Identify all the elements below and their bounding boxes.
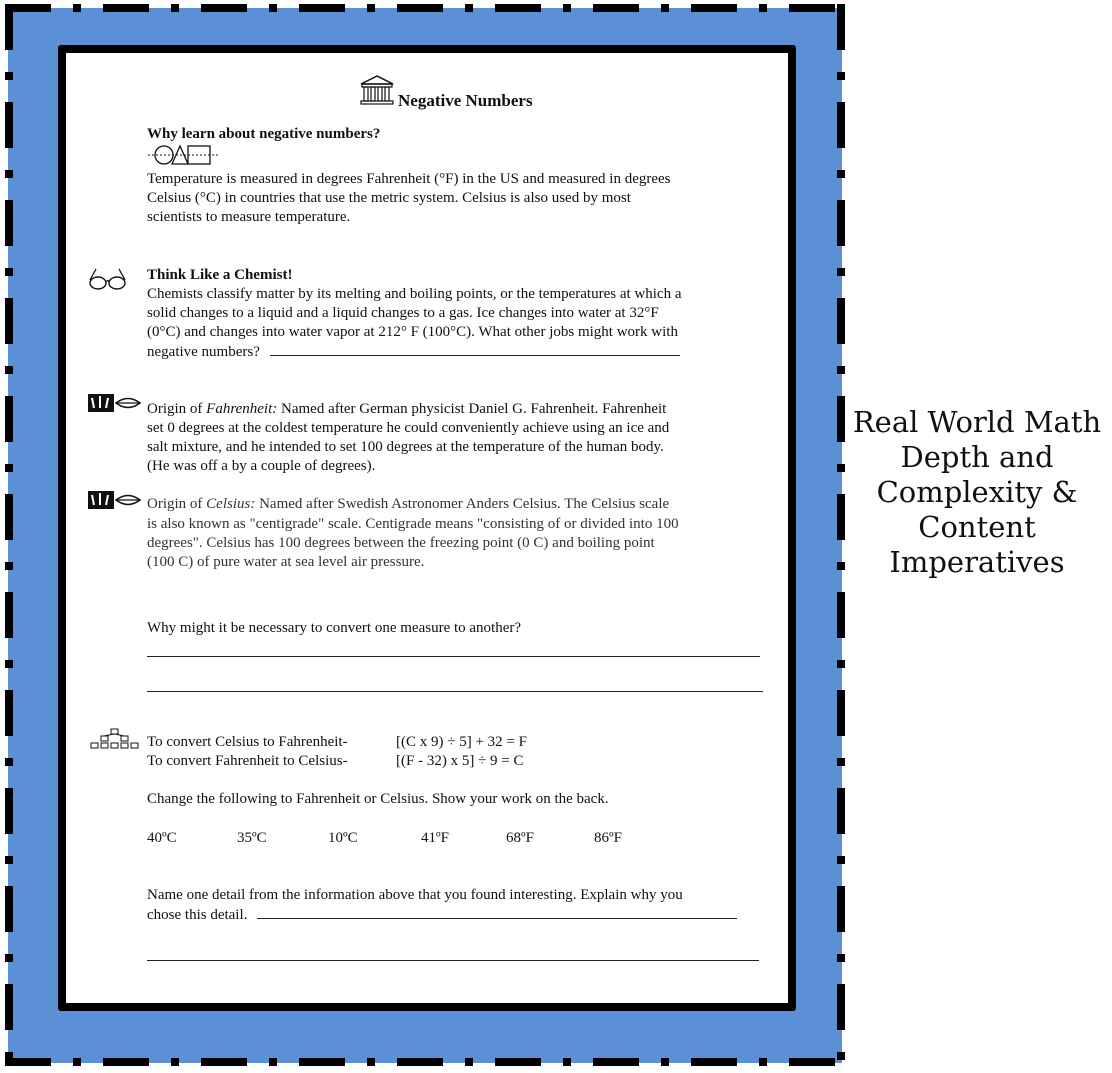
paragraph-line: (0°C) and changes into water vapor at 212° F (100°C). What other jobs might work with [147, 324, 678, 340]
border-dash [465, 4, 473, 12]
paragraph-line: degrees". Celsius has 100 degrees between the freezing point (0 C) and boiling point [147, 535, 655, 551]
border-dash [73, 4, 81, 12]
hierarchy-icon [89, 728, 141, 750]
border-dash [5, 170, 13, 178]
border-dash [837, 690, 845, 736]
caption-line: Depth and [900, 440, 1054, 474]
answer-line[interactable] [147, 656, 760, 657]
border-dash [171, 1058, 179, 1066]
border-dash [837, 1052, 845, 1060]
paragraph-line: Celsius (°C) in countries that use the metric system. Celsius is also used by most [147, 190, 631, 206]
temperature-item: 86ºF [594, 830, 622, 846]
paragraph-line: Origin of Fahrenheit: Named after German physicist Daniel G. Fahrenheit. Fahrenheit [147, 401, 667, 417]
border-dash [837, 788, 845, 834]
paragraph-line: negative numbers? [147, 342, 680, 362]
answer-line[interactable] [147, 691, 763, 692]
border-dash [5, 562, 13, 570]
section-heading: Think Like a Chemist! [147, 267, 293, 283]
border-dash [593, 4, 639, 12]
border-dash [73, 1058, 81, 1066]
border-dash [5, 886, 13, 932]
border-dash [837, 298, 845, 344]
paragraph-line: solid changes to a liquid and a liquid changes to a gas. Ice changes into water at 32°F [147, 305, 659, 321]
border-dash [103, 4, 149, 12]
border-dash [5, 102, 13, 148]
page-title: Negative Numbers [398, 91, 533, 110]
sun-lips-icon [86, 392, 142, 414]
border-dash [837, 494, 845, 540]
eyeglasses-icon [86, 266, 128, 292]
paragraph-line: is also known as "centigrade" scale. Centigrade means "consisting of or divided into 100 [147, 516, 679, 532]
border-dash [5, 954, 13, 962]
border-dash [5, 984, 13, 1030]
border-dash [837, 200, 845, 246]
paragraph-line: (He was off a by a couple of degrees). [147, 458, 376, 474]
border-dash [495, 4, 541, 12]
border-dash [5, 494, 13, 540]
border-dash [661, 1058, 669, 1066]
border-dash [201, 1058, 247, 1066]
border-dash [5, 592, 13, 638]
temperature-item: 35ºC [237, 830, 267, 846]
caption-line: Imperatives [889, 545, 1065, 579]
border-dash [837, 562, 845, 570]
border-dash [593, 1058, 639, 1066]
border-dash [5, 396, 13, 442]
side-caption [852, 405, 1102, 580]
border-dash [5, 464, 13, 472]
border-dash [367, 1058, 375, 1066]
border-dash [5, 200, 13, 246]
border-dash [5, 660, 13, 668]
question-text: Why might it be necessary to convert one measure to another? [147, 620, 522, 636]
formula-label: To convert Celsius to Fahrenheit- [147, 734, 348, 750]
section-heading: Why learn about negative numbers? [147, 126, 381, 142]
answer-line[interactable] [147, 960, 759, 961]
paragraph-line: salt mixture, and he intended to set 100 degrees at the temperature of the human body. [147, 439, 664, 455]
caption-line: Complexity & [876, 475, 1078, 509]
temperature-item: 40ºC [147, 830, 177, 846]
border-dash [563, 1058, 571, 1066]
border-dash [837, 984, 845, 1030]
caption-line: Real World Math [852, 405, 1102, 439]
border-dash [837, 954, 845, 962]
border-dash [5, 72, 13, 80]
border-dash [201, 4, 247, 12]
border-dash [299, 1058, 345, 1066]
temperature-item: 41ºF [421, 830, 449, 846]
border-dash [789, 4, 835, 12]
border-dash [171, 4, 179, 12]
caption-line: Content [918, 510, 1036, 544]
border-dash [837, 856, 845, 864]
border-dash [837, 464, 845, 472]
border-dash [837, 72, 845, 80]
border-dash [5, 1052, 13, 1060]
formula-label: To convert Fahrenheit to Celsius- [147, 753, 348, 769]
border-dash [397, 4, 443, 12]
border-dash [691, 4, 737, 12]
border-dash [5, 758, 13, 766]
paragraph-line: (100 C) of pure water at sea level air pressure. [147, 554, 425, 570]
border-dash [837, 886, 845, 932]
answer-blank[interactable] [270, 342, 680, 356]
border-dash [837, 660, 845, 668]
border-dash [103, 1058, 149, 1066]
border-dash [5, 788, 13, 834]
border-dash [5, 366, 13, 374]
temperature-item: 68ºF [506, 830, 534, 846]
border-dash [837, 268, 845, 276]
sun-lips-icon [86, 489, 142, 511]
border-dash [789, 1058, 835, 1066]
border-dash [269, 4, 277, 12]
border-dash [691, 1058, 737, 1066]
border-dash [837, 4, 845, 50]
border-dash [495, 1058, 541, 1066]
border-dash [837, 592, 845, 638]
border-dash [5, 690, 13, 736]
answer-blank[interactable] [257, 905, 737, 919]
border-dash [837, 102, 845, 148]
border-dash [759, 4, 767, 12]
paragraph-line: Temperature is measured in degrees Fahrenheit (°F) in the US and measured in degrees [147, 171, 671, 187]
formula: [(C x 9) ÷ 5] + 32 = F [396, 734, 527, 750]
question-text: chose this detail. [147, 905, 737, 925]
question-text: Name one detail from the information above that you found interesting. Explain why you [147, 887, 683, 903]
border-dash [837, 170, 845, 178]
instructions-text: Change the following to Fahrenheit or Celsius. Show your work on the back. [147, 791, 609, 807]
formula: [(F - 32) x 5] ÷ 9 = C [396, 753, 524, 769]
border-dash [465, 1058, 473, 1066]
border-dash [5, 4, 13, 50]
border-dash [661, 4, 669, 12]
shapes-icon [148, 144, 220, 166]
paragraph-line: Chemists classify matter by its melting and boiling points, or the temperatures at which a [147, 286, 682, 302]
border-dash [759, 1058, 767, 1066]
border-dash [837, 396, 845, 442]
paragraph-line: Origin of Celsius: Named after Swedish Astronomer Anders Celsius. The Celsius scale [147, 496, 670, 512]
border-dash [269, 1058, 277, 1066]
border-dash [367, 4, 375, 12]
border-dash [5, 268, 13, 276]
border-dash [397, 1058, 443, 1066]
border-dash [563, 4, 571, 12]
temperature-item: 10ºC [328, 830, 358, 846]
border-dash [5, 856, 13, 864]
border-dash [837, 366, 845, 374]
paragraph-line: set 0 degrees at the coldest temperature he could conveniently achieve using an ice and [147, 420, 670, 436]
border-dash [299, 4, 345, 12]
border-dash [837, 758, 845, 766]
border-dash [5, 298, 13, 344]
classical-building-icon [359, 74, 395, 106]
paragraph-line: scientists to measure temperature. [147, 209, 351, 225]
